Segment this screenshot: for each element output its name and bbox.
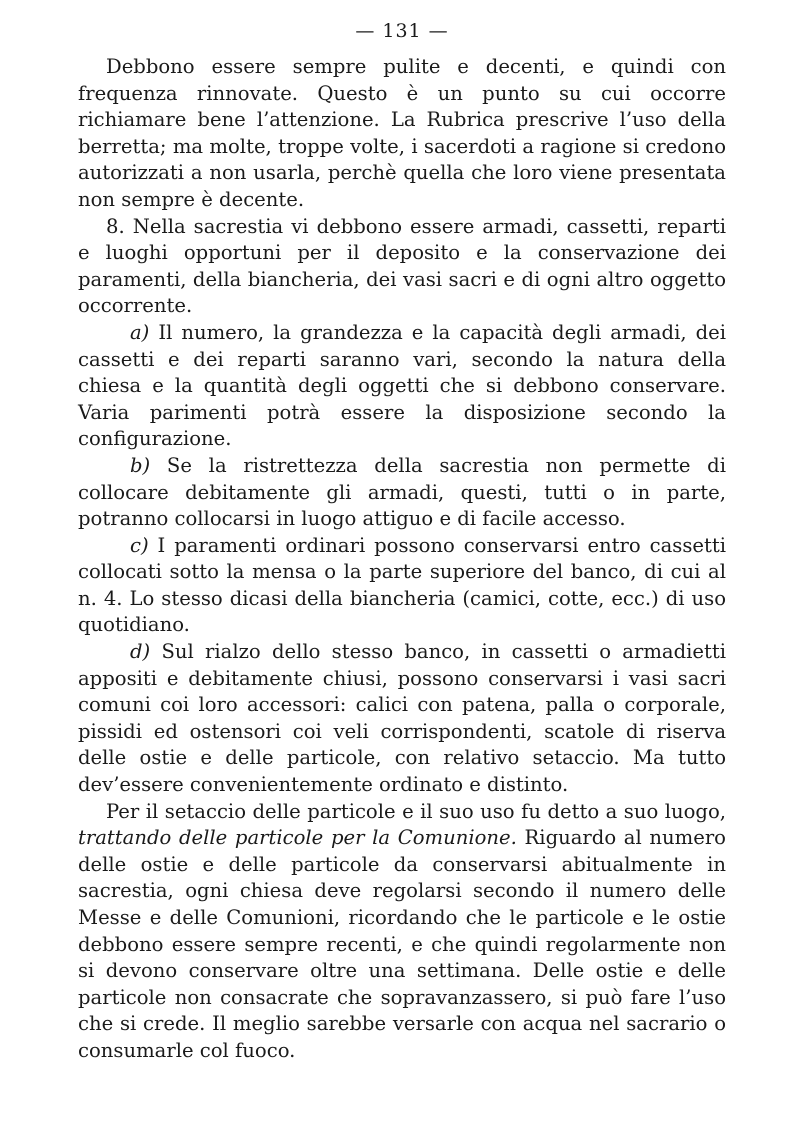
item-b-text: Se la ristrettezza della sacrestia non permette di collocare debitamente gli armadi, questi, tutti o in parte, potranno collocarsi in luogo attiguo e di facile accesso. [78,453,726,531]
item-d [78,639,726,799]
item-c-label: c) [130,533,149,557]
item-d-label: d) [130,640,151,664]
sieve-text-end: Riguardo al numero delle ostie e delle particole da conservarsi abitualmente in sacrestia, ogni chiesa deve regolarsi secondo il numero delle Messe e delle Comunioni, ricordando che le particole e le ostie debbono essere sempre recenti, e che quindi regolarmente non si devono conservare oltre una settimana. Delle ostie e delle particole non consacrate che sopravanzassero, si può fare l’uso che si crede. Il meglio sarebbe versarle con acqua nel sacrario o consumarle col fuoco. [78,826,726,1062]
page-number: — 131 — [355,20,449,42]
item-a-text: Il numero, la grandezza e la capacità degli armadi, dei cassetti e dei reparti saranno vari, secondo la natura della chiesa e la quantità degli oggetti che si debbono conservare. Varia parimenti potrà essere la disposizione secondo la configurazione. [78,320,726,451]
paragraph-sieve [78,799,726,1065]
sieve-text-italic: trattando delle particole per la Comunione. [78,826,517,850]
document-page [78,20,726,1065]
item-c-text: I paramenti ordinari possono conservarsi entro cassetti collocati sotto la mensa o la parte superiore del banco, di cui al n. 4. Lo stesso dicasi della biancheria (camici, cotte, ecc.) di uso quotidiano. [78,533,727,637]
paragraph-section-8: 8. Nella sacrestia vi debbono essere armadi, cassetti, reparti e luoghi opportuni per il deposito e la conservazione dei paramenti, della biancheria, dei vasi sacri e di ogni altro oggetto occorrente. [78,214,726,318]
item-c [78,533,726,639]
item-a-label: a) [130,320,150,344]
item-a [78,320,726,453]
item-b [78,453,726,533]
item-d-text: Sul rialzo dello stesso banco, in cassetti o armadietti appositi e debitamente chiusi, possono conservarsi i vasi sacri comuni coi loro accessori: calici con patena, palla o corporale, pissidi ed ostensori coi veli corrispondenti, scatole di riserva delle ostie e delle particole, con relativo setaccio. Ma tutto dev’essere convenientemente ordinato e distinto. [78,640,726,797]
paragraph-vestments-clean: Debbono essere sempre pulite e decenti, e quindi con frequenza rinnovate. Questo è un punto su cui occorre richiamare bene l’attenzione. La Rubrica prescrive l’uso della berretta; ma molte, troppe volte, i sacerdoti a ragione si credono autorizzati a non usarla, perchè quella che loro viene presentata non sempre è decente. [78,55,726,211]
sieve-text-start: Per il setaccio delle particole e il suo uso fu detto a suo luogo, [106,799,726,823]
item-b-label: b) [130,453,151,477]
